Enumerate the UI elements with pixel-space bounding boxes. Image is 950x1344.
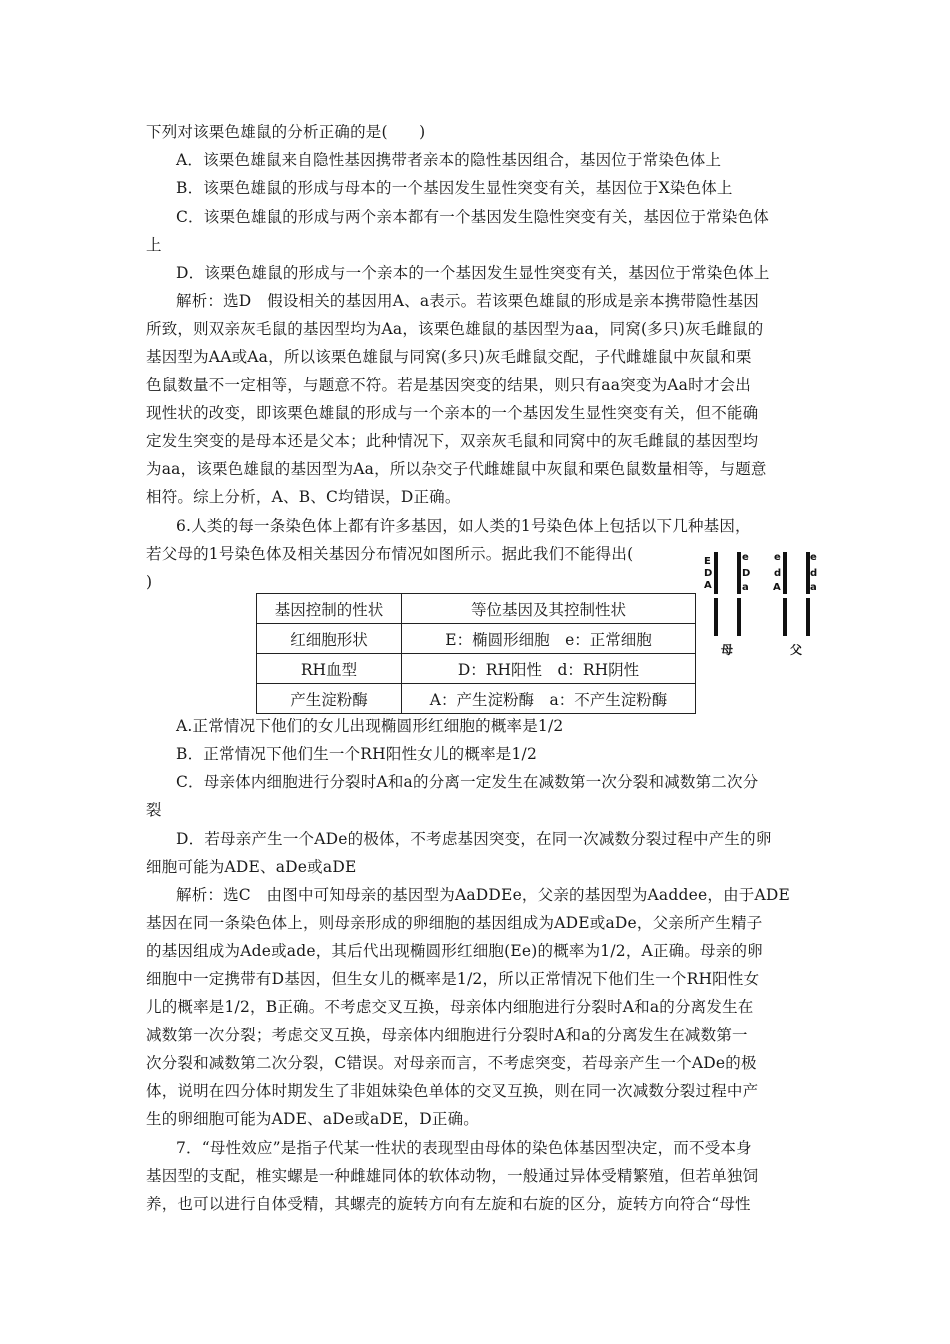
centromere-gap <box>713 594 719 598</box>
question-stem: 下列对该栗色雄鼠的分析正确的是( ) <box>146 123 426 141</box>
table-cell: A：产生淀粉酶 a：不产生淀粉酶 <box>402 684 696 714</box>
analysis-line: 定发生突变的是母本还是父本；此种情况下，双亲灰毛鼠和同窝中的灰毛雌鼠的基因型均 <box>146 432 759 450</box>
analysis-line: 解析：选C 由图中可知母亲的基因型为AaDDEe，父亲的基因型为Aaddee，由于ADE <box>176 886 790 904</box>
chromosome-figure <box>700 548 820 668</box>
analysis-line: 减数第一次分裂；考虑交叉互换，母亲体内细胞进行分裂时A和a的分离发生在减数第一 <box>146 1026 748 1044</box>
table-header-cell: 等位基因及其控制性状 <box>402 594 696 624</box>
question-7-stem: 养，也可以进行自体受精，其螺壳的旋转方向有左旋和右旋的区分，旋转方向符合“母性 <box>146 1195 751 1213</box>
option-c-continued: 上 <box>146 236 162 254</box>
option-a: A．该栗色雄鼠来自隐性基因携带者亲本的隐性基因组合，基因位于常染色体上 <box>176 151 722 169</box>
gene-label: D <box>704 568 713 579</box>
gene-label: E <box>704 556 711 567</box>
father-label: 父 <box>790 643 803 657</box>
analysis-line: 基因型为AA或Aa，所以该栗色雄鼠与同窝(多只)灰毛雌鼠交配，子代雌雄鼠中灰鼠和栗 <box>146 348 752 366</box>
analysis-line: 现性状的改变，即该栗色雄鼠的形成与一个亲本的一个基因发生显性突变有关，但不能确 <box>146 404 759 422</box>
analysis-line: 生的卵细胞可能为ADE、aDe或aDE，D正确。 <box>146 1110 479 1128</box>
analysis-line: 体，说明在四分体时期发生了非姐妹染色单体的交叉互换，则在同一次减数分裂过程中产 <box>146 1082 759 1100</box>
table-header-cell: 基因控制的性状 <box>257 594 402 624</box>
gene-label: a <box>742 582 749 593</box>
gene-label: A <box>704 580 712 591</box>
gene-label: e <box>774 552 781 563</box>
analysis-line: 基因在同一条染色体上，则母亲形成的卵细胞的基因组成为ADE或aDe，父亲所产生精子 <box>146 914 763 932</box>
table-row <box>257 624 696 654</box>
option-d: D．若母亲产生一个ADe的极体，不考虑基因突变，在同一次减数分裂过程中产生的卵 <box>176 830 772 848</box>
mother-label: 母 <box>721 643 734 657</box>
question-7-stem: 基因型的支配，椎实螺是一种雌雄同体的软体动物，一般通过异体受精繁殖，但若单独饲 <box>146 1167 759 1185</box>
option-b: B．该栗色雄鼠的形成与母本的一个基因发生显性突变有关，基因位于X染色体上 <box>176 179 733 197</box>
gene-label: e <box>810 552 817 563</box>
analysis-line: 的基因组成为Ade或ade，其后代出现椭圆形红细胞(Ee)的概率为1/2，A正确。母亲的卵 <box>146 942 763 960</box>
gene-table <box>256 593 696 714</box>
analysis-line: 色鼠数量不一定相等，与题意不符。若是基因突变的结果，则只有aa突变为Aa时才会出 <box>146 376 751 394</box>
gene-label: D <box>742 568 751 579</box>
table-row <box>257 684 696 714</box>
gene-label: A <box>773 582 781 593</box>
analysis-line: 解析：选D 假设相关的基因用A、a表示。若该栗色雄鼠的形成是亲本携带隐性基因 <box>176 292 759 310</box>
option-c-continued: 裂 <box>146 801 162 819</box>
option-d: D．该栗色雄鼠的形成与一个亲本的一个基因发生显性突变有关，基因位于常染色体上 <box>176 264 770 282</box>
analysis-line: 儿的概率是1/2，B正确。不考虑交叉互换，母亲体内细胞进行分裂时A和a的分离发生在 <box>146 998 754 1016</box>
centromere-gap <box>736 594 742 598</box>
centromere-gap <box>782 594 788 598</box>
option-c: C．该栗色雄鼠的形成与两个亲本都有一个基因发生隐性突变有关，基因位于常染色体 <box>176 208 769 226</box>
gene-label: e <box>742 552 749 563</box>
table-cell: RH血型 <box>257 654 402 684</box>
table-cell: 红细胞形状 <box>257 624 402 654</box>
table-row <box>257 654 696 684</box>
centromere-gap <box>805 594 811 598</box>
option-a: A.正常情况下他们的女儿出现椭圆形红细胞的概率是1/2 <box>176 717 564 735</box>
table-cell: E：椭圆形细胞 e：正常细胞 <box>402 624 696 654</box>
mother-chromosome-pair <box>704 552 750 657</box>
table-cell: 产生淀粉酶 <box>257 684 402 714</box>
analysis-line: 为aa，该栗色雄鼠的基因型为Aa，所以杂交子代雌雄鼠中灰鼠和栗色鼠数量相等，与题意 <box>146 460 767 478</box>
analysis-line: 所致，则双亲灰毛鼠的基因型均为Aa，该栗色雄鼠的基因型为aa，同窝(多只)灰毛雌鼠的 <box>146 320 764 338</box>
gene-label: d <box>774 568 782 579</box>
gene-label: a <box>810 582 817 593</box>
gene-label: d <box>810 568 818 579</box>
option-b: B．正常情况下他们生一个RH阳性女儿的概率是1/2 <box>176 745 538 763</box>
option-d-continued: 细胞可能为ADE、aDe或aDE <box>146 858 357 876</box>
table-header-row <box>257 594 696 624</box>
table-cell: D：RH阳性 d：RH阴性 <box>402 654 696 684</box>
question-6-paren: ) <box>146 573 153 591</box>
father-chromosome-pair <box>773 552 817 657</box>
option-c: C．母亲体内细胞进行分裂时A和a的分离一定发生在减数第一次分裂和减数第二次分 <box>176 773 759 791</box>
question-6-stem: 6.人类的每一条染色体上都有许多基因，如人类的1号染色体上包括以下几种基因， <box>176 517 751 535</box>
question-6-stem-continued: 若父母的1号染色体及相关基因分布情况如图所示。据此我们不能得出( <box>146 545 634 563</box>
analysis-line: 细胞中一定携带有D基因，但生女儿的概率是1/2，所以正常情况下他们生一个RH阳性女 <box>146 970 760 988</box>
analysis-line: 次分裂和减数第二次分裂，C错误。对母亲而言，不考虑突变，若母亲产生一个ADe的极 <box>146 1054 757 1072</box>
question-7-stem: 7．“母性效应”是指子代某一性状的表现型由母体的染色体基因型决定，而不受本身 <box>176 1139 752 1157</box>
analysis-line: 相符。综上分析，A、B、C均错误，D正确。 <box>146 488 461 506</box>
